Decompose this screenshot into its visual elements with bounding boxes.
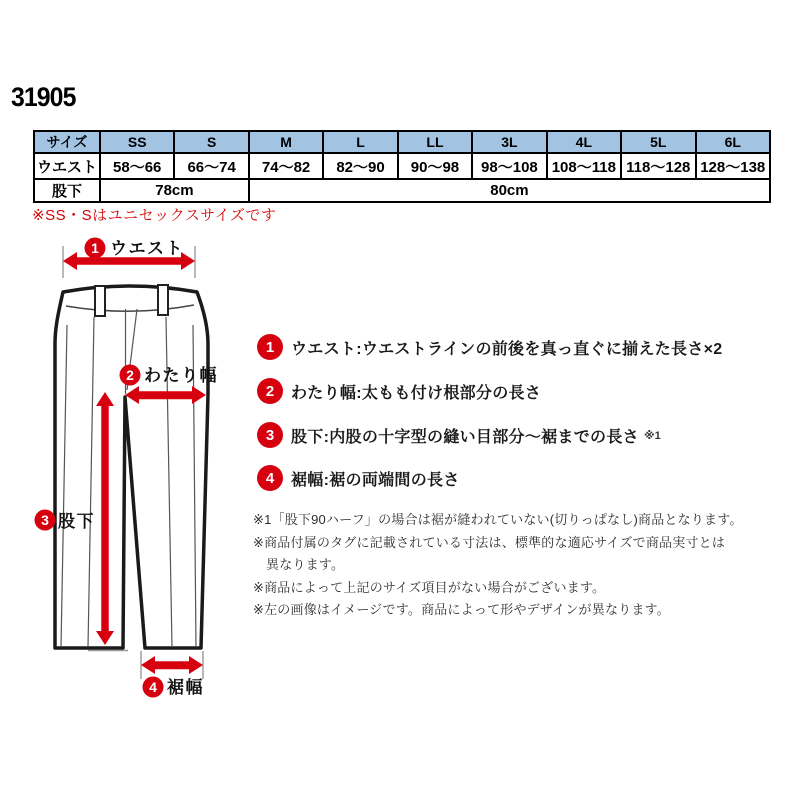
circle-3-num: 3 xyxy=(41,512,49,528)
size-table xyxy=(33,130,771,203)
definition-3-badge: 3 xyxy=(257,422,283,448)
unisex-size-note: ※SS・Sはユニセックスサイズです xyxy=(32,207,277,224)
inseam-value-m-6l: 80cm xyxy=(249,179,770,202)
inseam-label: 股下 xyxy=(58,512,95,531)
inseam-row-label: 股下 xyxy=(34,179,100,202)
waist-value: 74〜82 xyxy=(249,153,323,179)
inseam-row xyxy=(34,179,770,202)
footnote-line: ※商品付属のタグに記載されている寸法は、標準的な適応サイズで商品実寸とは xyxy=(253,534,726,550)
waist-row xyxy=(34,153,770,179)
size-table-header-row xyxy=(34,131,770,153)
waist-value: 108〜118 xyxy=(547,153,621,179)
waist-value: 82〜90 xyxy=(323,153,397,179)
size-header-cell: LL xyxy=(398,131,472,153)
definition-hem-width xyxy=(257,465,460,491)
pants-diagram xyxy=(30,230,242,710)
size-header-cell: S xyxy=(174,131,248,153)
waist-value: 98〜108 xyxy=(472,153,546,179)
size-header-cell: 6L xyxy=(696,131,771,153)
hem-width-arrow xyxy=(141,656,203,674)
definition-thigh-width xyxy=(257,378,541,404)
waist-value: 90〜98 xyxy=(398,153,472,179)
hem-width-label: 裾幅 xyxy=(167,678,204,697)
waist-value: 118〜128 xyxy=(621,153,695,179)
thigh-width-label: わたり幅 xyxy=(144,366,218,385)
footnote-line: 異なります。 xyxy=(266,557,345,572)
definition-4-text: 裾幅:裾の両端間の長さ xyxy=(291,471,460,489)
waist-value: 66〜74 xyxy=(174,153,248,179)
footnote-line: ※商品によって上記のサイズ項目がない場合がございます。 xyxy=(253,579,606,595)
size-header-cell: 3L xyxy=(472,131,546,153)
waist-label: ウエスト xyxy=(110,239,184,258)
product-code: 31905 xyxy=(11,82,76,112)
circle-4-num: 4 xyxy=(149,679,157,695)
size-header-cell: 4L xyxy=(547,131,621,153)
circle-2-num: 2 xyxy=(126,367,134,383)
footnote-line: ※1「股下90ハーフ」の場合は裾が縫われていない(切りっぱなし)商品となります。 xyxy=(253,512,743,527)
size-header-cell: M xyxy=(249,131,323,153)
pants-outline xyxy=(55,285,208,648)
definition-1-text: ウエスト:ウエストラインの前後を真っ直ぐに揃えた長さ×2 xyxy=(291,340,723,358)
definition-waist xyxy=(257,334,723,360)
size-header-cell: サイズ xyxy=(34,131,100,153)
size-header-cell: L xyxy=(323,131,397,153)
definition-4-badge: 4 xyxy=(257,465,283,491)
size-header-cell: 5L xyxy=(621,131,695,153)
definition-inseam xyxy=(257,422,661,448)
inseam-value-ss-s: 78cm xyxy=(100,179,249,202)
waist-value: 58〜66 xyxy=(100,153,174,179)
circle-1-num: 1 xyxy=(91,240,99,256)
waist-row-label: ウエスト xyxy=(34,153,100,179)
waist-value: 128〜138 xyxy=(696,153,771,179)
definition-2-badge: 2 xyxy=(257,378,283,404)
definition-3-text: 股下:内股の十字型の縫い目部分〜裾までの長さ xyxy=(291,428,639,446)
definition-2-text: わたり幅:太もも付け根部分の長さ xyxy=(291,384,542,402)
footnote-line: ※左の画像はイメージです。商品によって形やデザインが異なります。 xyxy=(253,602,670,617)
definition-3-ref: ※1 xyxy=(643,429,661,442)
footnotes xyxy=(253,509,798,622)
size-header-cell: SS xyxy=(100,131,174,153)
definition-1-badge: 1 xyxy=(257,334,283,360)
